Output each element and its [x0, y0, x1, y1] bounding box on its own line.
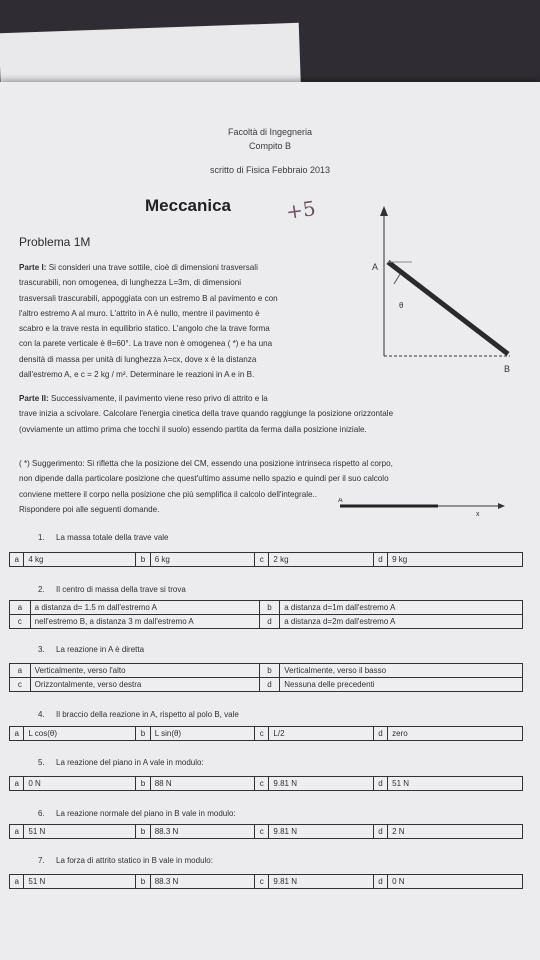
option-text[interactable]: 4 kg: [24, 553, 136, 566]
option-letter[interactable]: c: [255, 727, 269, 740]
part1-line: dall'estremo A, e c = 2 kg / m². Determinare le reazioni in A e in B.: [19, 370, 255, 380]
axis-arrow-icon: [498, 503, 505, 509]
part1-line: scabro e la trave resta in equilibrio statico. L'angolo che la trave forma: [19, 324, 270, 334]
option-letter[interactable]: c: [255, 825, 269, 838]
answer-table: [9, 824, 523, 839]
answer-row: [10, 553, 522, 566]
answer-row: [10, 615, 522, 628]
answer-row: [10, 875, 522, 888]
handwritten-grade: +5: [284, 196, 318, 224]
label-theta: θ: [399, 301, 404, 310]
option-letter[interactable]: d: [260, 615, 281, 628]
answer-table: [9, 552, 523, 567]
theta-arc: [394, 274, 400, 284]
option-letter[interactable]: c: [10, 678, 31, 691]
option-text[interactable]: a distanza d=2m dall'estremo A: [284, 617, 396, 626]
option-letter[interactable]: a: [10, 553, 24, 566]
question-label: Il braccio della reazione in A, rispetto al polo B, vale: [56, 710, 239, 719]
option-text[interactable]: 2 kg: [269, 553, 373, 566]
option-text[interactable]: 88 N: [151, 777, 255, 790]
question-number: 4.: [38, 710, 45, 719]
part2-line: trave inizia a scivolare. Calcolare l'energia cinetica della trave quando raggiunge la posizione orizzontale: [19, 409, 394, 419]
question-number: 7.: [38, 856, 45, 865]
answer-row: [10, 825, 522, 838]
hint-line: ( *) Suggerimento: Si rifletta che la posizione del CM, essendo una posizione intrinseca rispetto al corpo,: [19, 459, 393, 468]
question-text: [38, 533, 169, 542]
option-letter[interactable]: d: [260, 678, 281, 691]
option-letter[interactable]: b: [260, 664, 281, 677]
option-letter[interactable]: a: [10, 664, 31, 677]
part1-line: con la parete verticale è θ=60°. La trave non è omogenea ( *) e ha una: [19, 339, 273, 349]
hint-line: conviene mettere il corpo nella posizione che più semplifica il calcolo dell'integrale..: [19, 489, 318, 499]
option-text[interactable]: zero: [392, 729, 408, 738]
option-letter[interactable]: c: [255, 875, 269, 888]
wall-arrow-icon: [380, 206, 388, 216]
option-letter[interactable]: a: [10, 875, 24, 888]
option-letter[interactable]: d: [374, 777, 388, 790]
option-letter[interactable]: b: [136, 727, 150, 740]
part2-line: Successivamente, il pavimento viene reso privo di attrito e la: [50, 394, 268, 403]
question-text: [38, 856, 213, 865]
option-letter[interactable]: d: [374, 875, 388, 888]
question-text: [38, 585, 186, 594]
option-text[interactable]: 51 N: [24, 825, 136, 838]
question-label: La reazione in A è diretta: [56, 645, 145, 654]
problem-title: Problema 1M: [19, 235, 91, 249]
question-label: Il centro di massa della trave si trova: [56, 585, 186, 594]
option-text[interactable]: 9.81 N: [269, 875, 373, 888]
question-text: [38, 809, 236, 818]
option-text[interactable]: 9.81 N: [269, 777, 373, 790]
option-text[interactable]: 51 N: [24, 875, 136, 888]
option-letter[interactable]: b: [136, 553, 150, 566]
answer-row: [10, 664, 522, 678]
option-text[interactable]: Verticalmente, verso l'alto: [31, 664, 260, 677]
question-text: [38, 645, 144, 654]
label-b: B: [504, 364, 511, 374]
part1-line: l'altro estremo A al muro. L'attrito in A è nullo, mentre il pavimento è: [19, 308, 260, 318]
question-number: 1.: [38, 533, 45, 542]
answer-row: [10, 727, 522, 740]
question-number: 5.: [38, 758, 45, 767]
label-a: A: [372, 262, 379, 272]
question-label: La forza di attrito statico in B vale in modulo:: [56, 856, 213, 865]
option-text[interactable]: Verticalmente, verso il basso: [284, 666, 387, 675]
option-text[interactable]: L sin(θ): [151, 727, 255, 740]
part1-line: trascurabili, non omogenea, di lunghezza L=3m, di dimensioni: [19, 278, 242, 288]
answer-row: [10, 777, 522, 790]
section-title: Meccanica: [145, 196, 231, 215]
option-text[interactable]: 6 kg: [151, 553, 255, 566]
answer-table: [9, 600, 523, 629]
option-letter[interactable]: a: [10, 727, 24, 740]
part1-line: densità di massa per unità di lunghezza λ=cx, dove x è la distanza: [19, 354, 257, 364]
option-text[interactable]: 0 N: [392, 877, 405, 886]
answer-table: [9, 874, 523, 889]
beam: [388, 262, 508, 354]
option-text[interactable]: nell'estremo B, a distanza 3 m dall'estremo A: [31, 615, 260, 628]
option-text[interactable]: 0 N: [24, 777, 136, 790]
option-text[interactable]: Nessuna delle precedenti: [284, 680, 375, 689]
question-number: 6.: [38, 809, 45, 818]
option-letter[interactable]: a: [10, 601, 31, 614]
axis-label-a: A: [338, 498, 343, 504]
part1-label: Parte I:: [19, 263, 47, 272]
answer-row: [10, 601, 522, 615]
option-text[interactable]: 88.3 N: [151, 825, 255, 838]
part1-text: [19, 260, 361, 382]
answer-table: [9, 776, 523, 791]
option-letter[interactable]: c: [255, 777, 269, 790]
hint-line: Rispondere poi alle seguenti domande.: [19, 504, 160, 514]
option-text[interactable]: L/2: [269, 727, 373, 740]
option-letter[interactable]: b: [136, 825, 150, 838]
question-text: [38, 758, 204, 767]
question-number: 3.: [38, 645, 45, 654]
part1-line: trasversali trascurabili, appoggiata con un estremo B al pavimento e con: [19, 293, 278, 303]
axis-label-x: x: [476, 511, 480, 518]
option-text[interactable]: a distanza d=1m dall'estremo A: [284, 603, 396, 612]
part2-label: Parte II:: [19, 394, 49, 403]
compito-header: Compito B: [248, 141, 292, 151]
faculty-header: Facoltà di Ingegneria: [227, 127, 313, 137]
option-text[interactable]: Orizzontalmente, verso destra: [31, 678, 260, 691]
option-letter[interactable]: b: [136, 875, 150, 888]
hint-line: non dipende dalla particolare posizione che quest'ultimo assume nello spazio e quindi per il suo calcolo: [19, 474, 389, 484]
option-text[interactable]: 9 kg: [392, 555, 408, 564]
answer-table: [9, 726, 523, 741]
answer-row: [10, 678, 522, 691]
exam-header: scritto di Fisica Febbraio 2013: [209, 165, 331, 175]
option-letter[interactable]: d: [374, 727, 388, 740]
option-letter[interactable]: d: [374, 825, 388, 838]
option-letter[interactable]: a: [10, 825, 24, 838]
option-text[interactable]: 88.3 N: [151, 875, 255, 888]
option-letter[interactable]: c: [10, 615, 31, 628]
question-label: La reazione normale del piano in B vale in modulo:: [56, 809, 236, 818]
hint-axis: [338, 498, 508, 518]
option-letter[interactable]: b: [260, 601, 281, 614]
answer-table: [9, 663, 523, 692]
option-text[interactable]: 51 N: [392, 779, 410, 788]
option-letter[interactable]: b: [136, 777, 150, 790]
question-number: 2.: [38, 585, 45, 594]
option-text[interactable]: 9.81 N: [269, 825, 373, 838]
part2-text: [19, 391, 519, 437]
question-label: La reazione del piano in A vale in modulo:: [56, 758, 204, 767]
part2-line: (ovviamente un attimo prima che tocchi il suolo) essendo partita da ferma dalla posizione iniziale.: [19, 424, 367, 434]
question-text: [38, 710, 239, 719]
option-letter[interactable]: d: [374, 553, 388, 566]
part1-line: Si consideri una trave sottile, cioè di dimensioni trasversali: [48, 263, 258, 272]
option-text[interactable]: a distanza d= 1.5 m dall'estremo A: [31, 601, 260, 614]
option-text[interactable]: L cos(θ): [24, 727, 136, 740]
option-letter[interactable]: c: [255, 553, 269, 566]
question-label: La massa totale della trave vale: [56, 533, 169, 542]
option-text[interactable]: 2 N: [392, 827, 405, 836]
option-letter[interactable]: a: [10, 777, 24, 790]
